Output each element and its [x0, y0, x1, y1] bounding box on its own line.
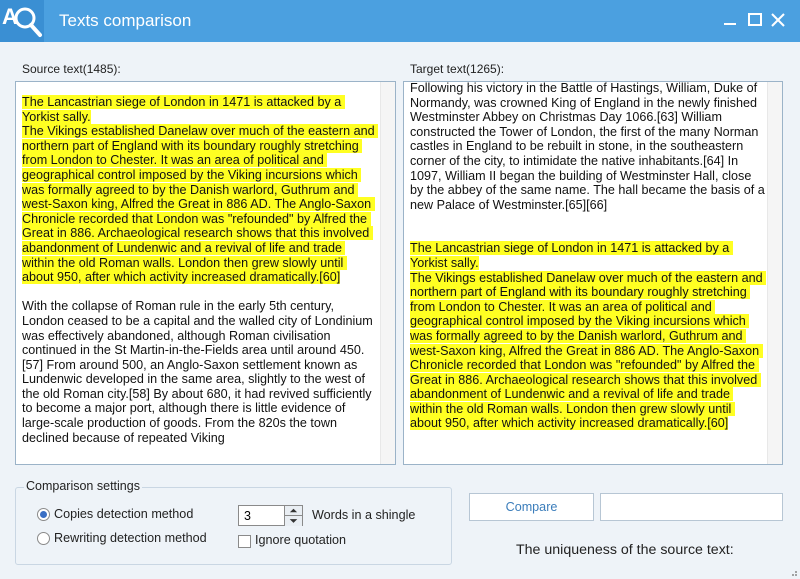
- rewriting-detection-radio[interactable]: [37, 532, 50, 545]
- copies-detection-radio[interactable]: [37, 508, 50, 521]
- window-title: Texts comparison: [59, 11, 192, 30]
- source-paragraph-1: [22, 95, 377, 285]
- stepper-up-icon[interactable]: [284, 506, 302, 516]
- stepper-down-icon[interactable]: [284, 516, 302, 526]
- comparison-settings-legend: Comparison settings: [26, 479, 140, 493]
- target-text-box[interactable]: [403, 81, 783, 465]
- target-paragraph-2: [410, 241, 765, 431]
- source-highlighted-text: The Lancastrian siege of London in 1471 is attacked by a Yorkist sally. The Vikings established Danelaw over much of the eastern and northern part of England with its boundary roughly stretching from London to Chester. It was an area of political and geographical control imposed by the Viking incursions which was formally agreed to by the Danish warlord, Guthrum and west-Saxon king, Alfred the Great in 886 AD. The Anglo-Saxon Chronicle recorded that London was "refounded" by Alfred the Great in 886. Archaeological research shows that this involved abandonment of Lundenwic and a revival of life and trade within the old Roman walls. London then grew slowly until about 950, after which activity increased dramatically.[60]: [22, 95, 378, 284]
- maximize-icon[interactable]: [745, 10, 765, 30]
- target-plain-text: Following his victory in the Battle of Hastings, William, Duke of Normandy, was crowned King of England in the newly finished Westminster Abbey on Christmas Day 1066.[63] William constructed the Tower of London, the first of the many Norman castles in England to be rebuilt in stone, in the southeastern corner of the city, to intimidate the native inhabitants.[64] In 1097, William II began the building of Westminster Hall, close by the abbey of the same name. The hall became the basis of a new Palace of Westminster.[65][66]: [410, 81, 765, 212]
- source-text-box[interactable]: [15, 81, 396, 465]
- main-area: [0, 42, 800, 579]
- minimize-icon[interactable]: [720, 10, 740, 30]
- ignore-quotation-checkbox[interactable]: [238, 535, 251, 548]
- copies-detection-label[interactable]: Copies detection method: [54, 507, 194, 521]
- shingle-value[interactable]: 3: [244, 509, 251, 523]
- target-highlighted-text: The Lancastrian siege of London in 1471 is attacked by a Yorkist sally. The Vikings established Danelaw over much of the eastern and northern part of England with its boundary roughly stretching from London to Chester. It was an area of political and geographical control imposed by the Viking incursions which was formally agreed to by the Danish warlord, Guthrum and west-Saxon king, Alfred the Great in 886 AD. The Anglo-Saxon Chronicle recorded that London was "refounded" by Alfred the Great in 886. Archaeological research shows that this involved abandonment of Lundenwic and a revival of life and trade within the old Roman walls. London then grew slowly until about 950, after which activity increased dramatically.[60]: [410, 241, 766, 430]
- svg-text:A: A: [2, 4, 18, 29]
- shingle-stepper[interactable]: [238, 505, 303, 526]
- target-scrollbar[interactable]: [767, 82, 782, 464]
- result-field: [600, 493, 783, 521]
- target-text-content[interactable]: [410, 81, 765, 446]
- resize-grip-icon[interactable]: [788, 567, 798, 577]
- source-plain-text: With the collapse of Roman rule in the early 5th century, London ceased to be a capital and the walled city of Londinium was effectively abandoned, although Roman civilisation continued in the St Martin-in-the-Fields area until around 450.[57] From around 500, an Anglo-Saxon settlement known as Lundenwic developed in the same area, slightly to the west of the old Roman city.[58] By about 680, it had revived sufficiently to become a major port, although there is little evidence of large-scale production of goods. From the 820s the town declined because of repeated Viking: [22, 299, 373, 445]
- rewriting-detection-label[interactable]: Rewriting detection method: [54, 531, 207, 545]
- app-logo-icon: [0, 0, 44, 42]
- source-text-label: Source text(1485):: [22, 62, 121, 76]
- words-in-shingle-label: Words in a shingle: [312, 508, 416, 522]
- source-scrollbar[interactable]: [380, 82, 395, 464]
- ignore-quotation-label[interactable]: Ignore quotation: [255, 533, 347, 547]
- close-icon[interactable]: [768, 10, 788, 30]
- compare-button[interactable]: Compare: [469, 493, 594, 521]
- uniqueness-label: The uniqueness of the source text:: [516, 542, 734, 558]
- source-paragraph-2: [22, 299, 377, 445]
- comparison-settings-group: [15, 479, 452, 565]
- target-paragraph-1: [410, 81, 765, 212]
- target-text-label: Target text(1265):: [410, 62, 505, 76]
- source-text-content[interactable]: [22, 95, 377, 460]
- title-bar: [0, 0, 800, 42]
